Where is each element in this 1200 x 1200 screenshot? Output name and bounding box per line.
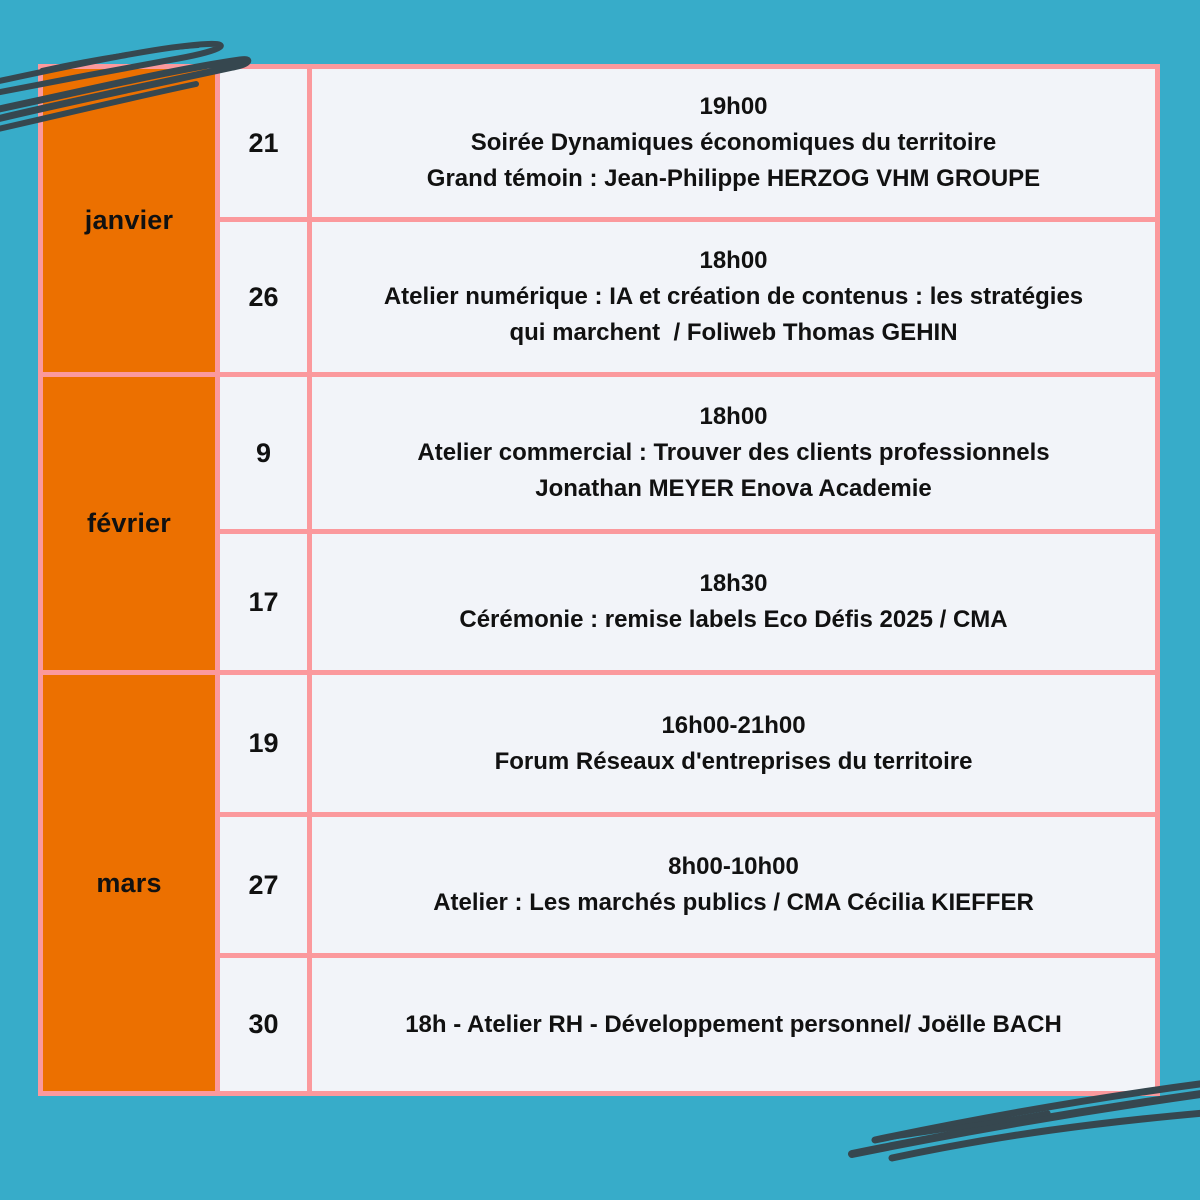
- date-cell: 19: [220, 675, 307, 812]
- date-cell: 27: [220, 817, 307, 953]
- event-cell: [312, 377, 1155, 529]
- event-title: Cérémonie : remise labels Eco Défis 2025 / CMA: [459, 606, 1008, 633]
- event-time: 18h00: [699, 403, 768, 430]
- month-cell-janvier: janvier: [43, 69, 215, 372]
- event-detail: Jonathan MEYER Enova Academie: [535, 475, 932, 502]
- event-title: Forum Réseaux d'entreprises du territoire: [494, 747, 973, 775]
- date-cell: 9: [220, 377, 307, 529]
- event-time: 16h00-21h00: [661, 711, 806, 739]
- event-time: 8h00-10h00: [668, 853, 799, 880]
- event-title: Soirée Dynamiques économiques du territoire: [470, 129, 997, 156]
- event-detail: qui marchent / Foliweb Thomas GEHIN: [509, 319, 958, 346]
- event-cell: [312, 222, 1155, 372]
- event-title: Atelier commercial : Trouver des clients professionnels: [417, 439, 1050, 466]
- event-title: Atelier numérique : IA et création de contenus : les stratégies: [383, 283, 1084, 310]
- event-title: 18h - Atelier RH - Développement personnel/ Joëlle BACH: [405, 1010, 1062, 1038]
- date-cell: 30: [220, 958, 307, 1091]
- schedule-table: [38, 64, 1160, 1096]
- event-cell: [312, 817, 1155, 953]
- event-time: 18h30: [699, 570, 768, 597]
- date-cell: 17: [220, 534, 307, 670]
- event-time: 19h00: [699, 93, 768, 120]
- event-cell: [312, 69, 1155, 217]
- date-cell: 26: [220, 222, 307, 372]
- month-cell-fevrier: février: [43, 377, 215, 670]
- date-cell: 21: [220, 69, 307, 217]
- event-detail: Grand témoin : Jean-Philippe HERZOG VHM GROUPE: [426, 165, 1041, 192]
- event-cell: [312, 958, 1155, 1091]
- event-title: Atelier : Les marchés publics / CMA Cécilia KIEFFER: [433, 889, 1034, 916]
- event-time: 18h00: [699, 247, 768, 274]
- event-cell: [312, 534, 1155, 670]
- event-cell: [312, 675, 1155, 812]
- month-cell-mars: mars: [43, 675, 215, 1091]
